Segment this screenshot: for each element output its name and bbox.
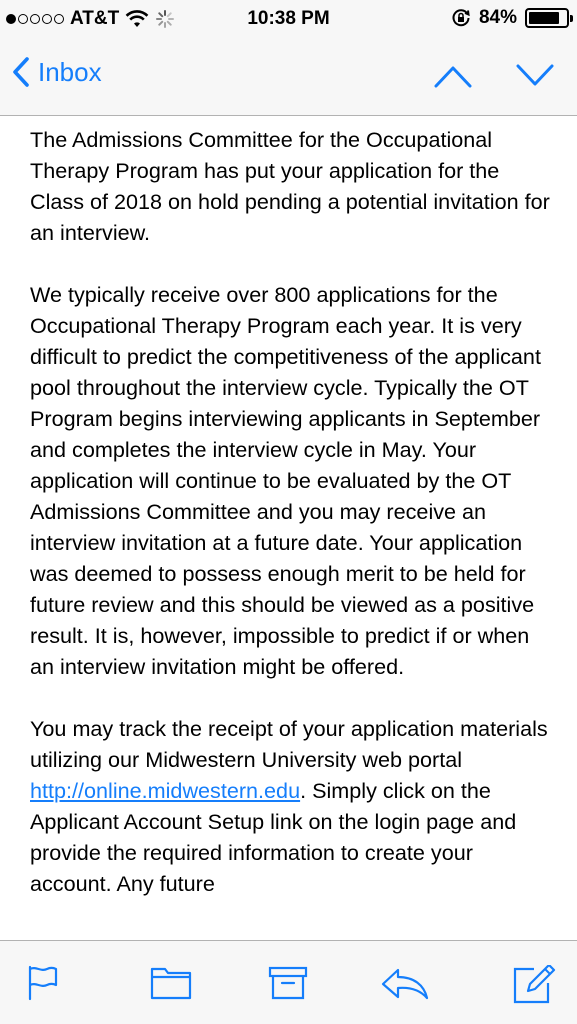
navigation-bar [0,40,577,116]
back-label: Inbox [38,56,102,87]
orientation-lock-icon [451,8,471,28]
paragraph-text: You may track the receipt of your application materials utilizing our Midwestern University web portal [30,716,548,772]
bottom-toolbar [0,940,577,1024]
clock: 10:38 PM [247,8,330,29]
battery-fill [529,12,559,24]
chevron-left-icon [12,56,30,88]
email-body [30,124,555,930]
web-portal-link[interactable]: http://online.midwestern.edu [30,778,301,803]
carrier-name: AT&T [70,8,120,29]
folder-icon[interactable] [150,965,192,1001]
battery-nub [570,15,573,22]
previous-message-up-arrow-icon[interactable] [433,58,473,94]
battery-percent: 84% [478,7,517,28]
battery-icon [525,8,569,28]
compose-icon[interactable] [512,965,556,1005]
message-navigation [433,58,555,94]
next-message-down-arrow-icon[interactable] [515,58,555,94]
back-to-inbox-button[interactable] [12,56,102,88]
paragraph-text: . Simply click on the Applicant Account Setup link on the login page and provide the required information to create your account. Any future [30,778,517,896]
email-paragraph: We typically receive over 800 applications for the Occupational Therapy Program each year. It is very difficult to predict the competitiveness of the applicant pool throughout the interview cycle. Typically the OT Program begins interviewing applicants in September and completes the interview cycle in May. Your application will continue to be evaluated by the OT Admissions Committee and you may receive an interview invitation at a future date. Your application was deemed to possess enough merit to be held for future review and this should be viewed as a positive result. It is, however, impossible to predict if or when an interview invitation might be offered. [30,282,541,679]
email-paragraph: The Admissions Committee for the Occupational Therapy Program has put your application for the Class of 2018 on hold pending a potential invitation for an interview. [30,127,550,245]
status-bar [0,0,577,40]
status-right [451,7,569,29]
flag-icon[interactable] [26,965,60,1001]
reply-icon[interactable] [380,965,430,1001]
email-paragraph [30,713,555,899]
archive-icon[interactable] [268,965,308,1001]
